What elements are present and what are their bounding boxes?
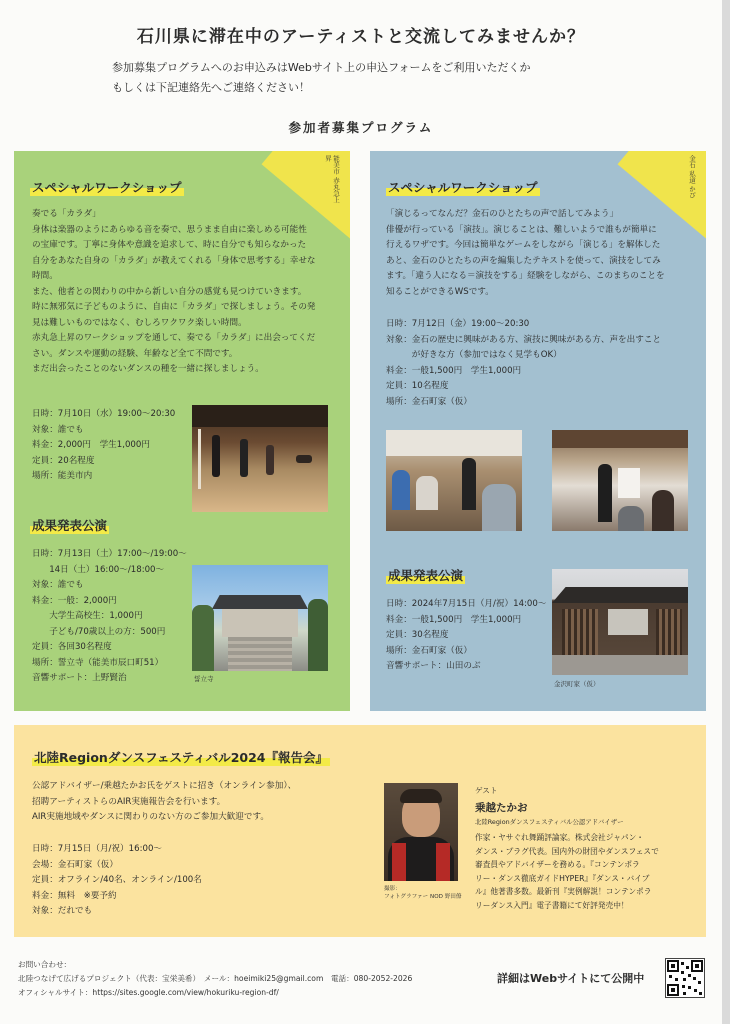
workshop-room-photo (552, 430, 688, 531)
portrait-credit-name: フォトグラファー NOD 野田僚 (384, 894, 462, 900)
guest-name: 乗越たかお (475, 802, 528, 814)
text-line: 日時：7月12日（金）19:00〜20:30 (386, 319, 530, 329)
report-heading (32, 747, 330, 766)
workshop-studio-photo (192, 405, 328, 512)
workshop-heading (30, 177, 184, 196)
text-line: 場所：誓立寺（能美市辰口町51） (32, 657, 164, 668)
text-line: 音響サポート：山田のぶ (386, 661, 481, 671)
text-line: 料金：一般1,500円 学生1,000円 (386, 614, 522, 625)
text-line: 行えるワザです。今回は簡単なゲームをしながら「演じる」を解体した (386, 240, 661, 250)
corner-tag-label: 能美市 赤丸急上昇 (324, 155, 340, 203)
guest-role: 北陸Regionダンスフェスティバル公認アドバイザー (475, 818, 624, 826)
text-line: 定員：20名程度 (32, 455, 95, 466)
text-line: 奏でる「カラダ」 (32, 209, 101, 219)
temple-caption: 誓立寺 (194, 675, 214, 683)
text-line: 14日（土）16:00〜/18:00〜 (32, 564, 165, 575)
text-line: 料金：一般：2,000円 (32, 595, 117, 606)
text-line: 音響サポート：上野賢治 (32, 673, 127, 683)
official-site-link[interactable]: オフィシャルサイト：https://sites.google.com/view/hokuriku-region-df/ (18, 988, 279, 997)
text-line: 日時：7月13日（土）17:00〜/19:00〜 (32, 549, 187, 559)
text-line: 大学生高校生：1,000円 (32, 611, 143, 621)
workshop-heading (386, 177, 540, 196)
contact-label: お問い合わせ： (18, 960, 72, 969)
text-line: また、他者との関わりの中から新しい自分の感覚も見つけていきます。 (32, 286, 307, 297)
intro-text (112, 58, 612, 98)
report-details (32, 842, 202, 920)
text-line: 対象：金石の歴史に興味がある方、演技に興味がある方、声を出すこと (386, 334, 662, 345)
text-line: 定員：10名程度 (386, 381, 449, 391)
corner-tag-label: 金石 私道 かぴ (688, 155, 696, 199)
performance-title: 成果発表公演 (32, 518, 108, 533)
report-description (32, 779, 296, 826)
qr-code[interactable] (665, 958, 705, 998)
guest-portrait (384, 783, 458, 881)
text-line: 俳優が行っている「演技」。演じることは、難しいようで誰もが簡単に (386, 224, 657, 235)
program-title: 参加者募集プログラム (288, 120, 434, 135)
noumi-program-panel (14, 151, 350, 711)
text-line: 日時：7月10日（水）19:00〜20:30 (32, 409, 176, 419)
text-line: 対象：誰でも (32, 580, 84, 590)
machiya-caption: 金沢町家（仮） (554, 680, 600, 688)
page-title: 石川県に滞在中のアーティストと交流してみませんか？ (136, 27, 586, 47)
text-line: ル』他著書多数。最新刊『実例解説！コンテンポラ (475, 887, 652, 896)
text-line: 場所：金石町家（仮） (386, 645, 472, 656)
workshop-description (386, 207, 665, 300)
guest-bio (475, 831, 659, 912)
text-line: 定員：30名程度 (386, 630, 449, 640)
page-edge (722, 0, 730, 1024)
workshop-details (386, 317, 661, 410)
text-line: 対象：だれでも (32, 906, 93, 916)
text-line: 定員：オフライン/40名、オンライン/100名 (32, 875, 202, 885)
text-line: 料金：無料 ※要予約 (32, 890, 117, 901)
intro-line: 参加募集プログラムへのお申込みはWebサイト上の申込フォームをご利用いただくか (112, 61, 531, 74)
text-line: 日時：2024年7月15日（月/祝）14:00〜 (386, 599, 547, 609)
performance-heading (30, 515, 109, 534)
text-line: 場所：能美市内 (32, 471, 93, 481)
text-line: 料金：2,000円 学生1,000円 (32, 440, 150, 450)
text-line: が好きな方（参加ではなく見学もOK） (386, 350, 562, 360)
text-line: ます。「違う人になる＝演技をする」経験をしながら、このまちのことを (386, 271, 665, 281)
kanaiwa-program-panel (370, 151, 706, 711)
workshop-title: スペシャルワークショップ (388, 180, 538, 195)
text-line: AIR実施地域やダンスに関わりのない方のご参加大歓迎です。 (32, 812, 269, 822)
performance-title: 成果発表公演 (388, 568, 464, 583)
performance-details (386, 597, 546, 675)
portrait-credit-label: 撮影： (384, 886, 401, 892)
text-line: 赤丸急上昇のワークショップを通して、奏でる「カラダ」に出会ってくだ (32, 333, 316, 343)
machiya-photo (552, 569, 688, 675)
footer-contact (18, 958, 412, 1000)
performance-details (32, 547, 187, 687)
text-line: 自分をあなた自身の「カラダ」が教えてくれる「身体で思考する」幸せな (32, 255, 316, 266)
workshop-details (32, 407, 175, 485)
text-line: 時間。 (32, 271, 58, 281)
text-line: 料金：一般1,500円 学生1,000円 (386, 365, 522, 376)
workshop-title: スペシャルワークショップ (32, 180, 182, 195)
portrait-credit (384, 885, 461, 901)
text-line: さい。ダンスや運動の経験、年齢など全て不問です。 (32, 348, 238, 359)
text-line: 知ることができるWSです。 (386, 286, 494, 297)
text-line: あと、金石のひとたちの声を編集したテキストを使って、演技をしてみ (386, 255, 661, 266)
text-line: 場所：金石町家（仮） (386, 396, 472, 407)
text-line: 定員：各回30名程度 (32, 642, 112, 652)
text-line: まだ出会ったことのないダンスの種を一緒に探しましょう。 (32, 364, 264, 374)
text-line: ダンス・プラグ代表。国内外の財団やダンスフェスで (475, 846, 659, 856)
text-line: 「演じるってなんだ？金石のひとたちの声で話してみよう」 (386, 209, 619, 219)
workshop-description (32, 207, 316, 378)
temple-photo (192, 565, 328, 671)
text-line: 招聘アーティストらのAIR実施報告会を行います。 (32, 796, 226, 807)
text-line: リー・ダンス徹底ガイドHYPER』『ダンス・バイブ (475, 873, 650, 883)
report-section (14, 725, 706, 937)
text-line: の宝庫です。丁寧に身体や意識を追求して、時に自分でも知らなかった (32, 240, 307, 250)
text-line: 作家・ヤサぐれ舞踊評論家。株式会社ジャパン・ (475, 833, 644, 842)
text-line: 会場：金石町家（仮） (32, 859, 118, 870)
guest-label: ゲスト (475, 786, 498, 795)
contact-info: 北陸つなげて広げるプロジェクト（代表：宝栄美希） メール：hoeimiki25@gmail.com 電話：080-2052-2026 (18, 974, 413, 983)
report-title: 北陸Regionダンスフェスティバル2024『報告会』 (34, 750, 328, 765)
workshop-group-photo (386, 430, 522, 531)
text-line: 身体は楽器のようにあらゆる音を奏で、思うまま自由に楽しめる可能性 (32, 224, 307, 235)
text-line: 公認アドバイザー/乗越たかお氏をゲストに招き（オンライン参加）、 (32, 781, 297, 791)
text-line: 審査員やアドバイザーを務める。『コンテンポラ (475, 860, 640, 869)
text-line: リーダンス入門』電子書籍にて好評発売中！ (475, 900, 629, 910)
text-line: 対象：誰でも (32, 424, 84, 435)
text-line: 見は難しいものではなく、むしろワクワク楽しい時間。 (32, 317, 247, 328)
text-line: 時に無邪気に子どものように、自由に「カラダ」で探しましょう。その発 (32, 302, 316, 312)
intro-line: もしくは下記連絡先へご連絡ください！ (112, 81, 310, 94)
web-notice: 詳細はWebサイトにて公開中 (497, 972, 645, 985)
text-line: 日時：7月15日（月/祝）16:00〜 (32, 844, 163, 854)
performance-heading (386, 565, 465, 584)
text-line: 子ども/70歳以上の方：500円 (32, 626, 166, 637)
